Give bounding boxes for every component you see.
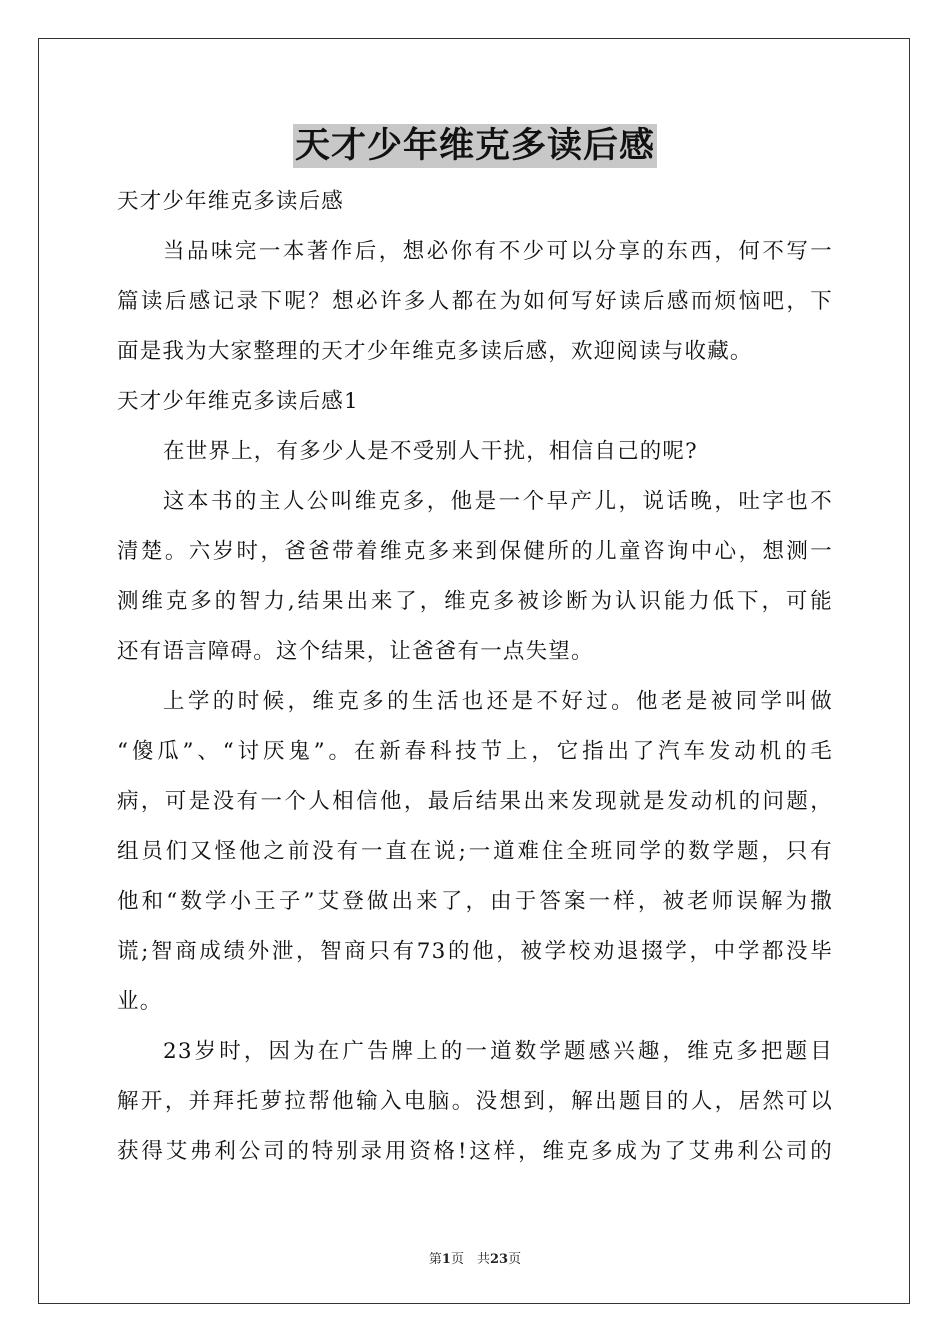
footer-middle: 页 共	[450, 1252, 490, 1267]
text-line: 上学的时候，维克多的生活也还是不好过。他老是被同学叫做	[163, 689, 833, 714]
text-line: 测维克多的智力,结果出来了，维克多被诊断为认识能力低下，可能	[117, 589, 833, 614]
footer-suffix: 页	[508, 1252, 522, 1267]
text-line: 获得艾弗利公司的特别录用资格!这样，维克多成为了艾弗利公司的	[117, 1139, 833, 1164]
text-line: 篇读后感记录下呢？想必许多人都在为如何写好读后感而烦恼吧，下	[117, 289, 833, 314]
title-wrap	[0, 124, 950, 168]
text-line: 当品味完一本著作后，想必你有不少可以分享的东西，何不写一	[163, 239, 833, 264]
text-line: 解开，并拜托萝拉帮他输入电脑。没想到，解出题目的人，居然可以	[117, 1089, 833, 1114]
document-title: 天才少年维克多读后感	[294, 126, 655, 166]
footer-page-number: 1	[441, 1252, 451, 1267]
text-line: 面是我为大家整理的天才少年维克多读后感，欢迎阅读与收藏。	[117, 339, 753, 364]
text-line: 组员们又怪他之前没有一直在说;一道难住全班同学的数学题，只有	[117, 839, 833, 864]
text-line: 在世界上，有多少人是不受别人干扰，相信自己的呢?	[163, 439, 698, 464]
page-footer	[0, 1248, 950, 1267]
text-line: “傻瓜”、“讨厌鬼”。在新春科技节上，它指出了汽车发动机的毛	[117, 739, 833, 764]
text-line: 他和“数学小王子”艾登做出来了，由于答案一样，被老师误解为撒	[117, 889, 833, 914]
footer-prefix: 第	[428, 1252, 442, 1267]
text-line: 谎;智商成绩外泄，智商只有73的他，被学校劝退掇学，中学都没毕	[117, 939, 833, 964]
text-line: 天才少年维克多读后感1	[117, 389, 359, 414]
text-line: 业。	[117, 989, 163, 1014]
text-line: 天才少年维克多读后感	[117, 189, 345, 214]
text-line: 23岁时，因为在广告牌上的一道数学题感兴趣，维克多把题目	[163, 1039, 833, 1064]
footer-total-pages: 23	[489, 1252, 509, 1267]
text-line: 这本书的主人公叫维克多，他是一个早产儿，说话晚，吐字也不	[163, 489, 833, 514]
text-line: 病，可是没有一个人相信他，最后结果出来发现就是发动机的问题，	[117, 789, 833, 814]
document-body	[117, 177, 833, 1177]
text-line: 清楚。六岁时，爸爸带着维克多来到保健所的儿童咨询中心，想测一	[117, 539, 833, 564]
text-line: 还有语言障碍。这个结果，让爸爸有一点失望。	[117, 639, 594, 664]
